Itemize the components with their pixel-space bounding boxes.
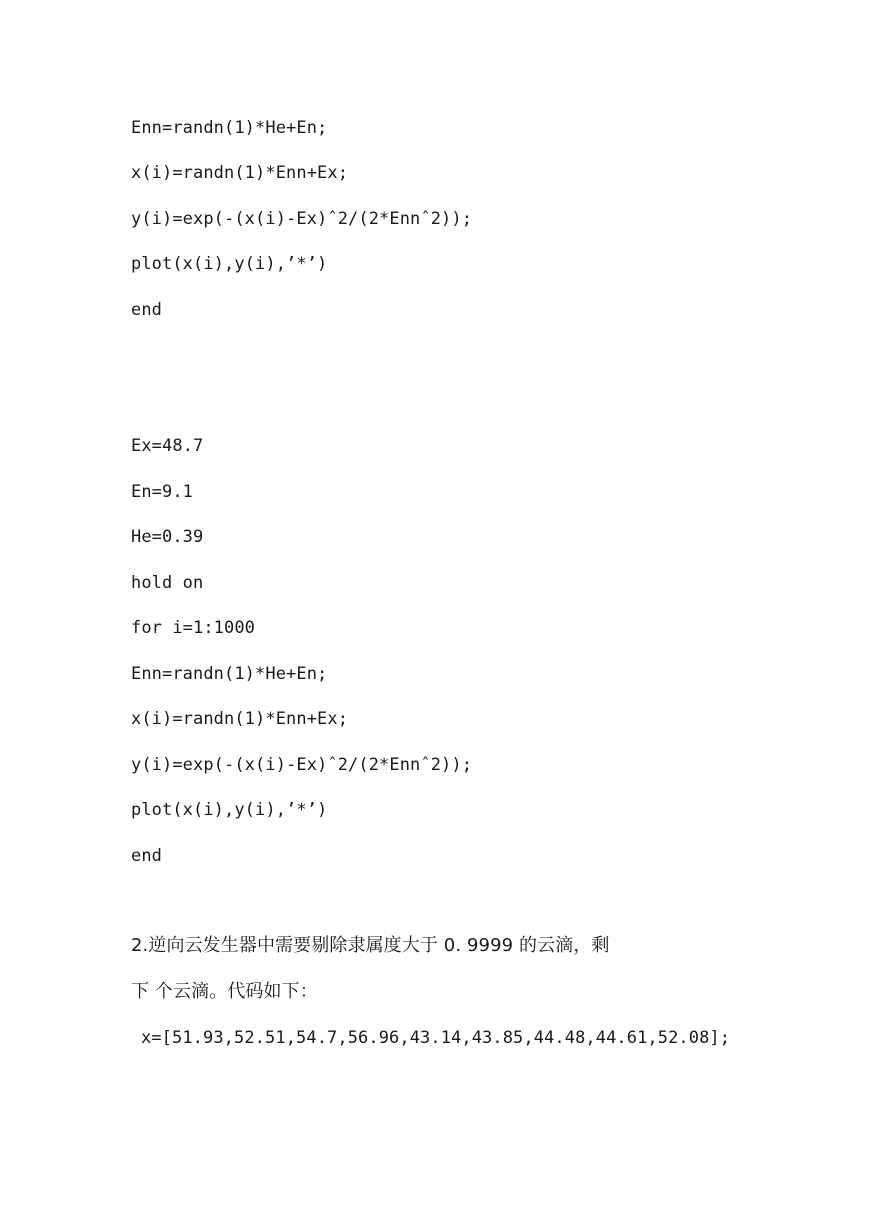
code-line: En=9.1 xyxy=(131,482,194,502)
code-line: end xyxy=(131,300,163,320)
code-line: Enn=randn(1)*He+En; xyxy=(131,664,328,684)
code-line: y(i)=exp(-(x(i)-Ex)ˆ2/(2*Ennˆ2)); xyxy=(131,755,473,775)
code-line: plot(x(i),y(i),’*’) xyxy=(131,800,328,820)
code-line: He=0.39 xyxy=(131,527,204,547)
code-line: plot(x(i),y(i),’*’) xyxy=(131,254,328,274)
code-line: x(i)=randn(1)*Enn+Ex; xyxy=(131,163,349,183)
paragraph-line: 下 个云滴。代码如下： xyxy=(131,981,318,1002)
code-line: Ex=48.7 xyxy=(131,436,204,456)
code-line: x=[51.93,52.51,54.7,56.96,43.14,43.85,44.48,44.61,52.08]; xyxy=(141,1028,731,1048)
code-line: x(i)=randn(1)*Enn+Ex; xyxy=(131,709,349,729)
code-line: y(i)=exp(-(x(i)-Ex)ˆ2/(2*Ennˆ2)); xyxy=(131,209,473,229)
code-line: Enn=randn(1)*He+En; xyxy=(131,118,328,138)
code-line: end xyxy=(131,846,163,866)
paragraph-line: 2.逆向云发生器中需要剔除隶属度大于 0. 9999 的云滴，剩 xyxy=(131,935,610,956)
code-line: for i=1:1000 xyxy=(131,618,256,638)
code-line: hold on xyxy=(131,573,204,593)
